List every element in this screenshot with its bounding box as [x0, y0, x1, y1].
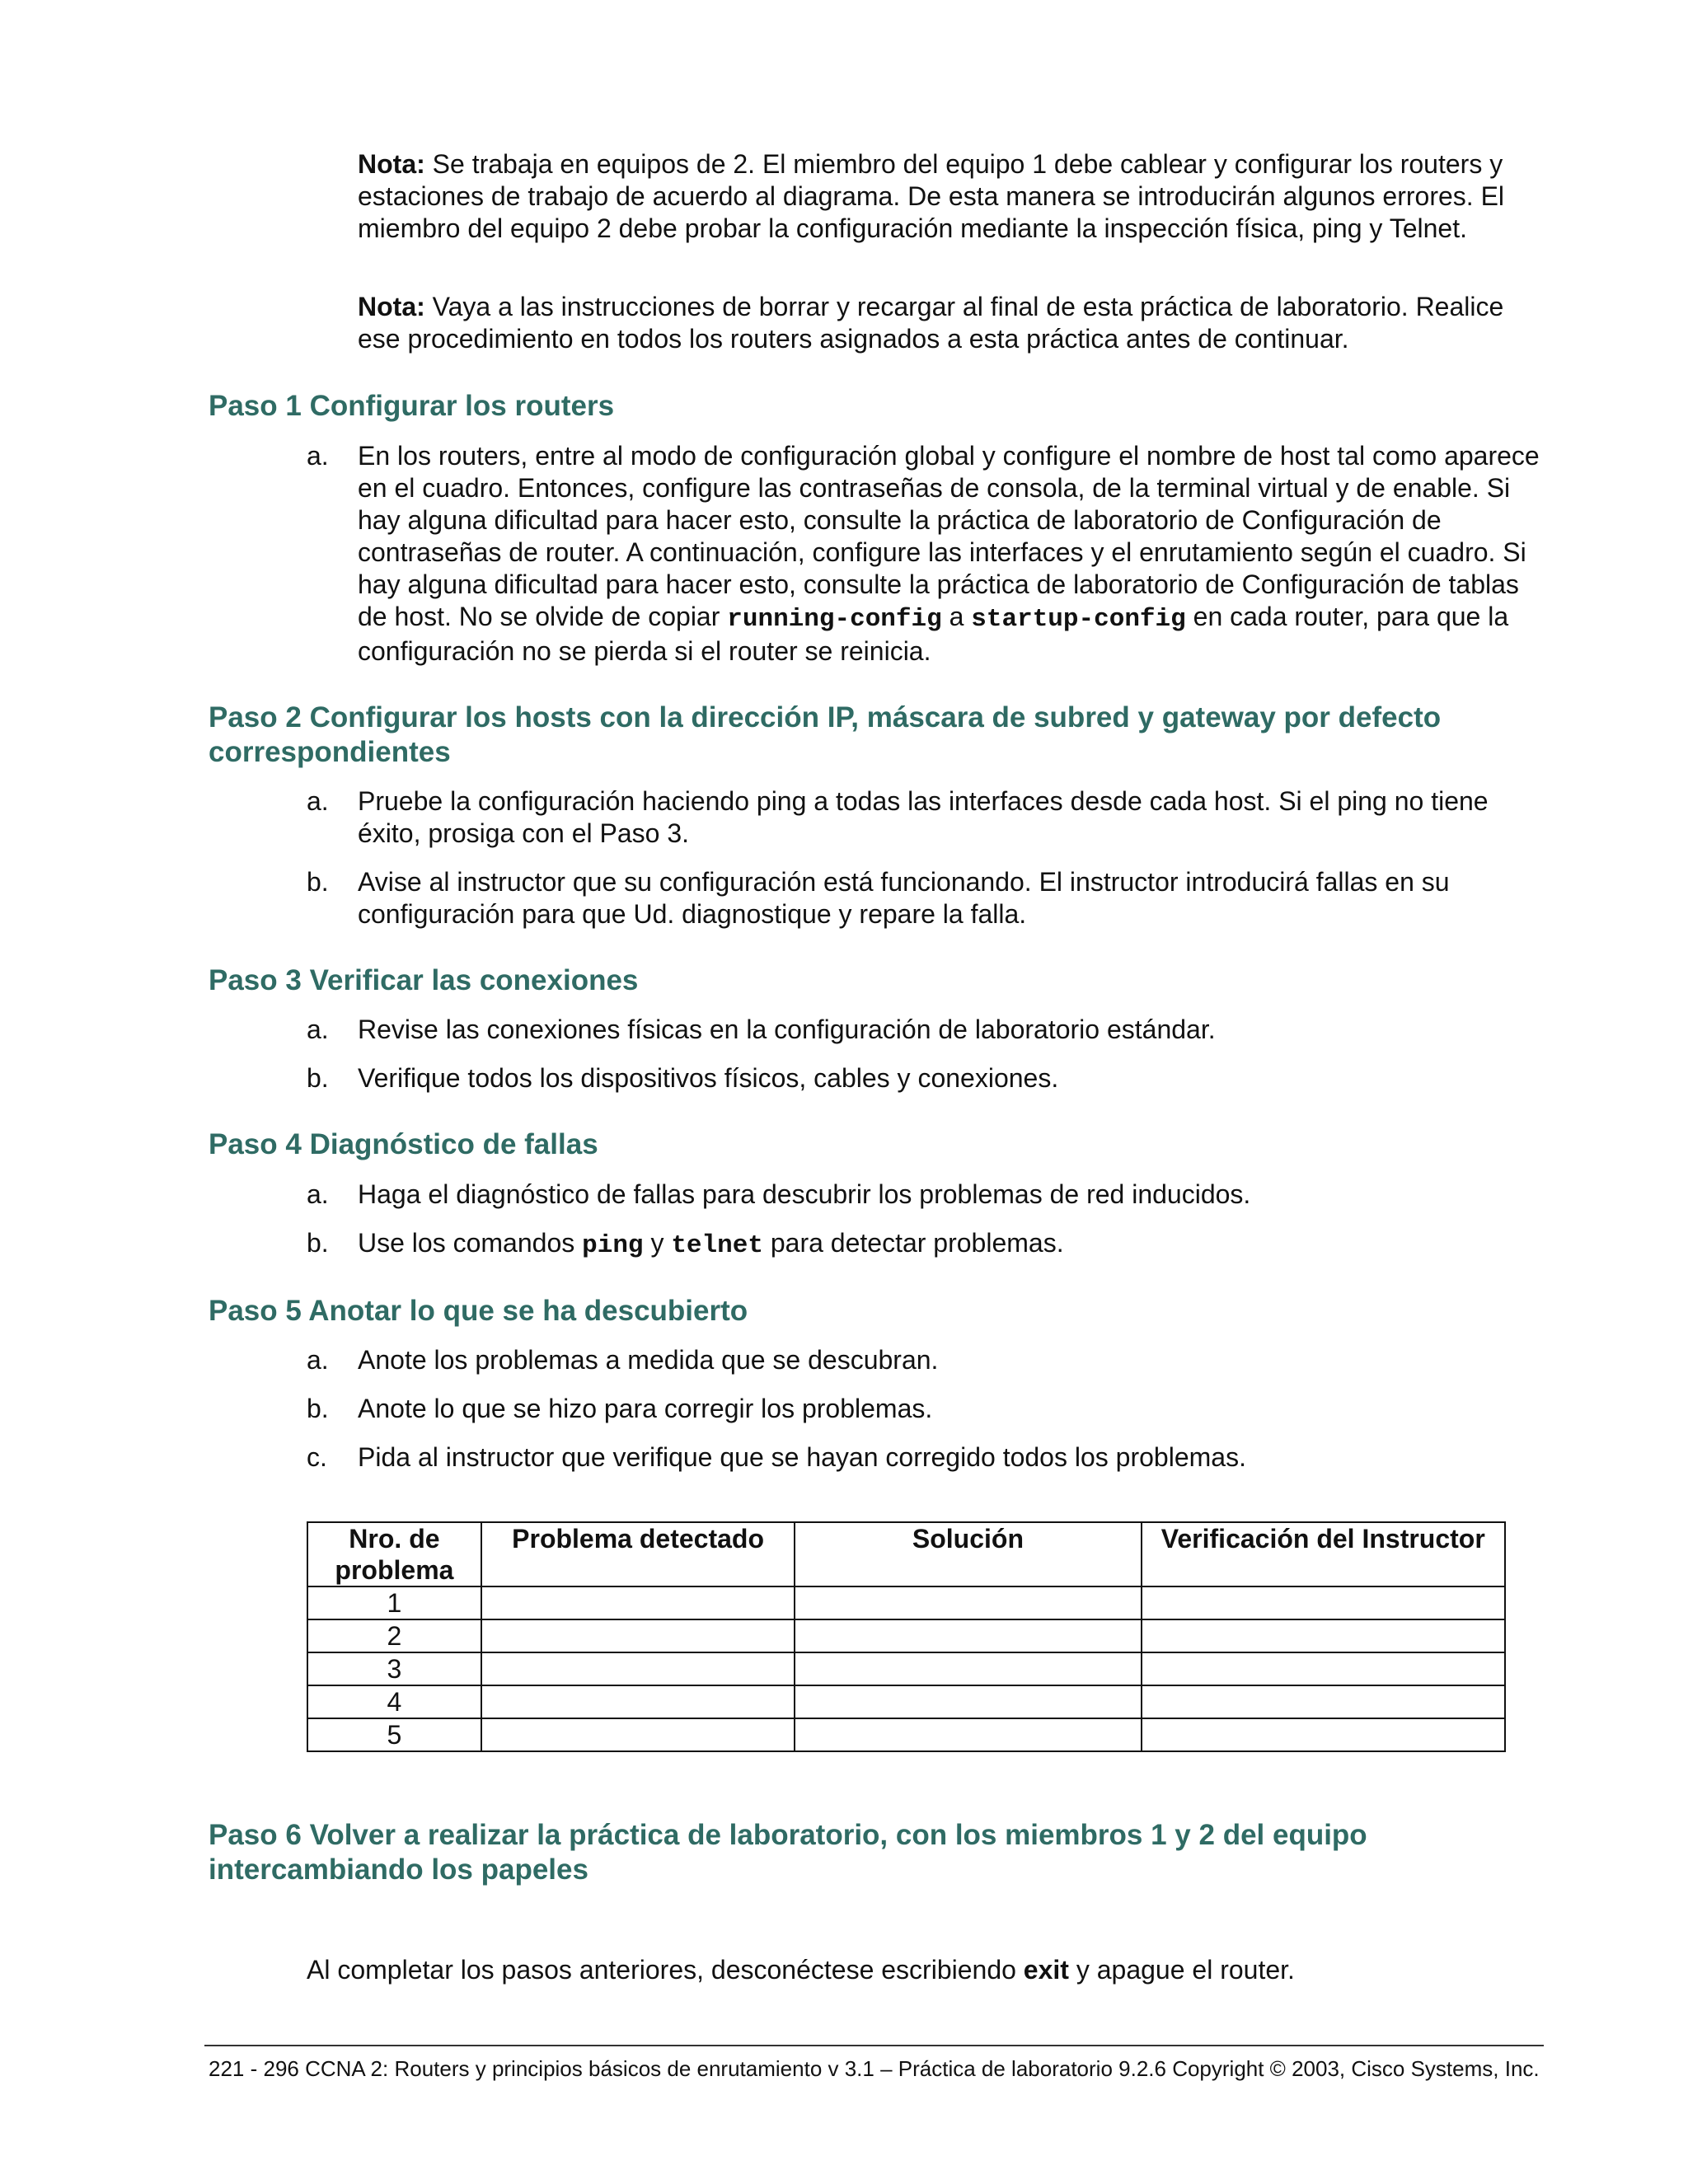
verification-cell[interactable] — [1142, 1718, 1505, 1751]
step-4-item-b: b. Use los comandos ping y telnet para detectar problemas. — [307, 1228, 1064, 1260]
step-4-item-a: a. Haga el diagnóstico de fallas para descubrir los problemas de red inducidos. — [307, 1179, 1251, 1209]
step-1-item-a — [307, 440, 1543, 668]
note-label: Nota: — [358, 149, 425, 179]
note-label: Nota: — [358, 292, 425, 321]
solution-cell[interactable] — [795, 1586, 1141, 1619]
row-number: 2 — [307, 1619, 481, 1652]
step-1-heading: Paso 1 Configurar los routers — [209, 390, 615, 422]
step-6-heading: Paso 6 Volver a realizar la práctica de laboratorio, con los miembros 1 y 2 del equipo intercambiando los papeles — [209, 1819, 1367, 1886]
step-2-heading: Paso 2 Configurar los hosts con la dirección IP, máscara de subred y gateway por defecto correspondientes — [209, 701, 1442, 768]
solution-cell[interactable] — [795, 1718, 1141, 1751]
verification-cell[interactable] — [1142, 1586, 1505, 1619]
closing-paragraph: Al completar los pasos anteriores, desconéctese escribiendo exit y apague el router. — [307, 1955, 1295, 1985]
item-letter: a. — [307, 441, 329, 471]
step-3-item-b: b. Verifique todos los dispositivos físicos, cables y conexiones. — [307, 1063, 1059, 1093]
problem-cell[interactable] — [481, 1586, 795, 1619]
note-2 — [358, 291, 1545, 355]
exit-command: exit — [1023, 1955, 1069, 1985]
footer-divider — [204, 2045, 1544, 2046]
step-3-heading: Paso 3 Verificar las conexiones — [209, 964, 639, 996]
column-header-solution: Solución — [795, 1522, 1141, 1586]
step-2-item-b: b. Avise al instructor que su configuración está funcionando. El instructor introducirá fallas en su configuración para que Ud. diagnostique y repare la falla. — [307, 867, 1450, 929]
table-header-row — [307, 1522, 1505, 1586]
problem-cell[interactable] — [481, 1718, 795, 1751]
table-row — [307, 1586, 1505, 1619]
row-number: 1 — [307, 1586, 481, 1619]
note-text: Vaya a las instrucciones de borrar y recargar al final de esta práctica de laboratorio. Realice ese procedimiento en todos los routers asignados a esta práctica antes de continuar. — [358, 292, 1504, 354]
row-number: 4 — [307, 1685, 481, 1718]
step-5-item-c: c. Pida al instructor que verifique que se hayan corregido todos los problemas. — [307, 1442, 1246, 1472]
step-5-heading: Paso 5 Anotar lo que se ha descubierto — [209, 1295, 748, 1327]
table-row — [307, 1652, 1505, 1685]
column-header-verification: Verificación del Instructor — [1142, 1522, 1505, 1586]
problems-table — [307, 1521, 1506, 1752]
row-number: 3 — [307, 1652, 481, 1685]
startup-config-code: startup-config — [971, 605, 1186, 634]
row-number: 5 — [307, 1718, 481, 1751]
item-text: En los routers, entre al modo de configuración global y configure el nombre de host tal como aparece en el cuadro. Entonces, configure las contraseñas de consola, de la terminal virtual y de enable. Si hay alguna dificultad para hacer esto, consulte la práctica de laboratorio de Configuración de contraseñas de router. A continuación, configure las interfaces y el enrutamiento según el cuadro. Si hay alguna dificultad para hacer esto, consulte la práctica de laboratorio de Configuración de tablas de host. No se olvide de copiar running-config a startup-config en cada router, para que la configuración no se pierda si el router se reinicia. — [358, 441, 1540, 666]
step-5-item-a: a. Anote los problemas a medida que se descubran. — [307, 1345, 939, 1375]
solution-cell[interactable] — [795, 1685, 1141, 1718]
solution-cell[interactable] — [795, 1619, 1141, 1652]
verification-cell[interactable] — [1142, 1652, 1505, 1685]
step-3-item-a: a. Revise las conexiones físicas en la configuración de laboratorio estándar. — [307, 1015, 1216, 1044]
step-4-heading: Paso 4 Diagnóstico de fallas — [209, 1128, 598, 1160]
note-text: Se trabaja en equipos de 2. El miembro del equipo 1 debe cablear y configurar los routers y estaciones de trabajo de acuerdo al diagrama. De esta manera se introducirán algunos errores. El miembro del equipo 2 debe probar la configuración mediante la inspección física, ping y Telnet. — [358, 149, 1505, 243]
running-config-code: running-config — [727, 605, 942, 634]
column-header-number: Nro. de problema — [307, 1522, 481, 1586]
problem-cell[interactable] — [481, 1619, 795, 1652]
problem-cell[interactable] — [481, 1652, 795, 1685]
verification-cell[interactable] — [1142, 1619, 1505, 1652]
note-1 — [358, 148, 1545, 245]
ping-code: ping — [582, 1231, 644, 1260]
problem-cell[interactable] — [481, 1685, 795, 1718]
table-row — [307, 1718, 1505, 1751]
step-5-item-b: b. Anote lo que se hizo para corregir los problemas. — [307, 1394, 933, 1423]
telnet-code: telnet — [671, 1231, 763, 1260]
page-footer: 221 - 296 CCNA 2: Routers y principios básicos de enrutamiento v 3.1 – Práctica de laboratorio 9.2.6 Copyright © 2003, Cisco Systems, Inc. — [209, 2056, 1540, 2081]
solution-cell[interactable] — [795, 1652, 1141, 1685]
step-2-item-a: a. Pruebe la configuración haciendo ping a todas las interfaces desde cada host. Si el ping no tiene éxito, prosiga con el Paso 3. — [307, 786, 1489, 848]
verification-cell[interactable] — [1142, 1685, 1505, 1718]
column-header-problem: Problema detectado — [481, 1522, 795, 1586]
table-row — [307, 1685, 1505, 1718]
table-row — [307, 1619, 1505, 1652]
